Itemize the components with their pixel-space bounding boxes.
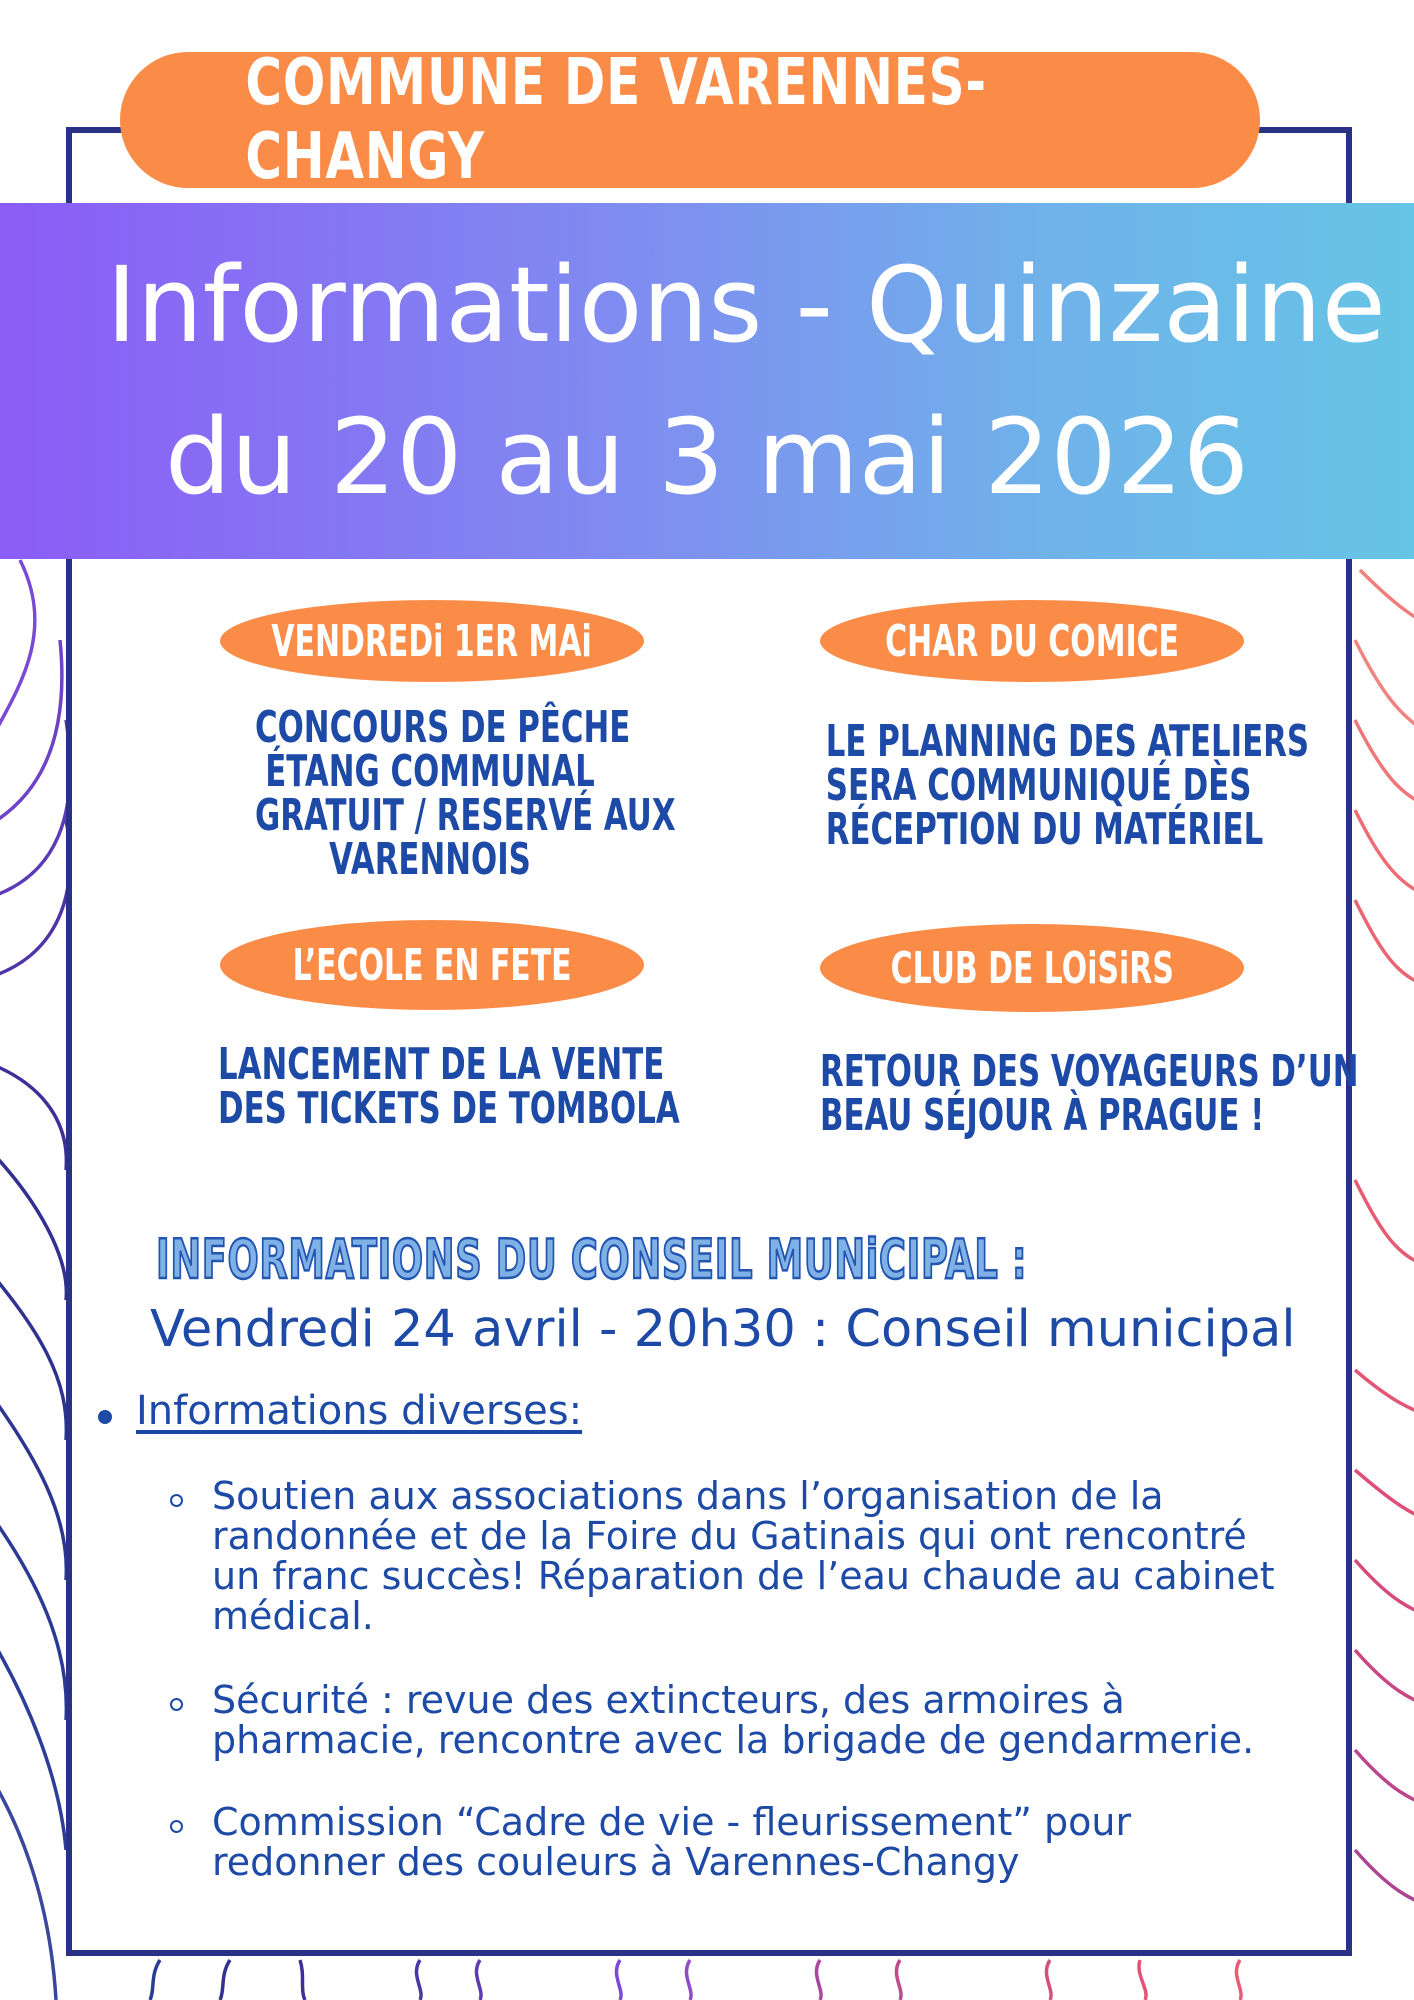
council-meeting: Vendredi 24 avril - 20h30 : Conseil municipal: [150, 1300, 1296, 1359]
contour-line: [1355, 900, 1414, 990]
circle-bullet-icon: [170, 1698, 183, 1711]
contour-line: [1236, 1960, 1241, 2000]
event-text-line: LE PLANNING DES ATELIERS: [825, 716, 1310, 767]
council-item-line: redonner des couleurs à Varennes-Changy: [212, 1840, 1020, 1884]
event-text-line: RETOUR DES VOYAGEURS D’UN: [820, 1046, 1359, 1097]
contour-line: [1355, 810, 1414, 900]
contour-line: [0, 560, 35, 760]
circle-bullet-icon: [170, 1820, 183, 1833]
event-label-pill: [220, 920, 644, 1010]
event-text-line: VARENNOIS: [329, 834, 531, 885]
contour-line: [0, 820, 70, 980]
event-description: [140, 1039, 680, 1134]
event-text-line: BEAU SÉJOUR À PRAGUE !: [820, 1090, 1265, 1141]
contour-line: [476, 1960, 481, 2000]
contour-line: [816, 1960, 821, 2000]
contour-line: [0, 1060, 66, 1170]
title-banner: [0, 203, 1414, 559]
event-label: CLUB DE LOiSiRS: [890, 942, 1174, 994]
contour-line: [616, 1960, 621, 2000]
contour-line: [0, 1500, 66, 1720]
council-item: [212, 1476, 1275, 1636]
event-label: CHAR DU COMICE: [885, 615, 1179, 667]
event-text-line: CONCOURS DE PÊCHE: [255, 702, 631, 753]
commune-header-pill: [120, 46, 1260, 194]
event-text-line: ÉTANG COMMUNAL: [265, 746, 595, 797]
contour-line: [1355, 1470, 1414, 1525]
contour-line: [1355, 1850, 1414, 1910]
contour-line: [300, 1960, 305, 2000]
contour-line: [0, 1380, 66, 1580]
contour-line: [220, 1960, 230, 2000]
council-item-line: pharmacie, rencontre avec la brigade de gendarmerie.: [212, 1718, 1255, 1762]
council-item: [212, 1680, 1254, 1760]
contour-line: [686, 1960, 691, 2000]
event-description: [180, 702, 680, 885]
contour-line: [0, 1260, 66, 1440]
council-item-line: Commission “Cadre de vie - fleurissement” pour: [212, 1800, 1132, 1844]
council-item-line: un franc succès! Réparation de l’eau chaude au cabinet: [212, 1554, 1275, 1598]
contour-line: [1355, 1750, 1414, 1810]
title-line-2: du 20 au 3 mai 2026: [165, 396, 1249, 518]
contour-line: [1046, 1960, 1051, 2000]
event-description: [740, 716, 1312, 855]
event-label: L’ECOLE EN FETE: [292, 939, 572, 991]
event-text-line: SERA COMMUNIQUÉ DÈS: [825, 760, 1252, 811]
contour-line: [1360, 570, 1414, 630]
council-item-line: randonnée et de la Foire du Gatinais qui ont rencontré: [212, 1514, 1247, 1558]
contour-line: [1355, 1180, 1414, 1270]
contour-line: [1355, 1650, 1414, 1710]
commune-name: COMMUNE DE VARENNES-CHANGY: [245, 46, 987, 194]
event-text-line: LANCEMENT DE LA VENTE: [218, 1039, 665, 1090]
bullet-icon: [98, 1410, 112, 1424]
council-item: [212, 1802, 1131, 1882]
event-label: VENDREDi 1ER MAi: [271, 615, 593, 667]
event-text-line: DES TICKETS DE TOMBOLA: [218, 1083, 680, 1134]
contour-line: [1355, 1560, 1414, 1620]
contour-line: [1355, 720, 1414, 810]
council-item-line: médical.: [212, 1594, 374, 1638]
event-label-pill: [820, 600, 1244, 682]
event-label-pill: [220, 600, 644, 682]
circle-bullet-icon: [170, 1494, 183, 1507]
contour-line: [0, 640, 62, 830]
council-section-title: INFORMATIONS DU CONSEIL MUNiCIPAL :: [156, 1228, 1028, 1291]
event-text-line: GRATUIT / RESERVÉ AUX: [255, 790, 676, 841]
contour-line: [0, 1140, 66, 1300]
council-item-line: Sécurité : revue des extincteurs, des armoires à: [212, 1678, 1125, 1722]
title-line-1: Informations - Quinzaine: [106, 244, 1386, 366]
contour-line: [150, 1960, 160, 2000]
council-item-line: Soutien aux associations dans l’organisation de la: [212, 1474, 1164, 1518]
contour-line: [896, 1960, 901, 2000]
event-description: [730, 1046, 1359, 1141]
misc-info-heading: Informations diverses:: [136, 1388, 583, 1434]
contour-line: [0, 1760, 56, 2000]
contour-line: [1355, 1370, 1414, 1420]
event-text-line: RÉCEPTION DU MATÉRIEL: [825, 804, 1264, 855]
contour-line: [416, 1960, 421, 2000]
event-label-pill: [820, 924, 1244, 1012]
contour-line: [1355, 640, 1414, 740]
contour-line: [1139, 1960, 1146, 2000]
